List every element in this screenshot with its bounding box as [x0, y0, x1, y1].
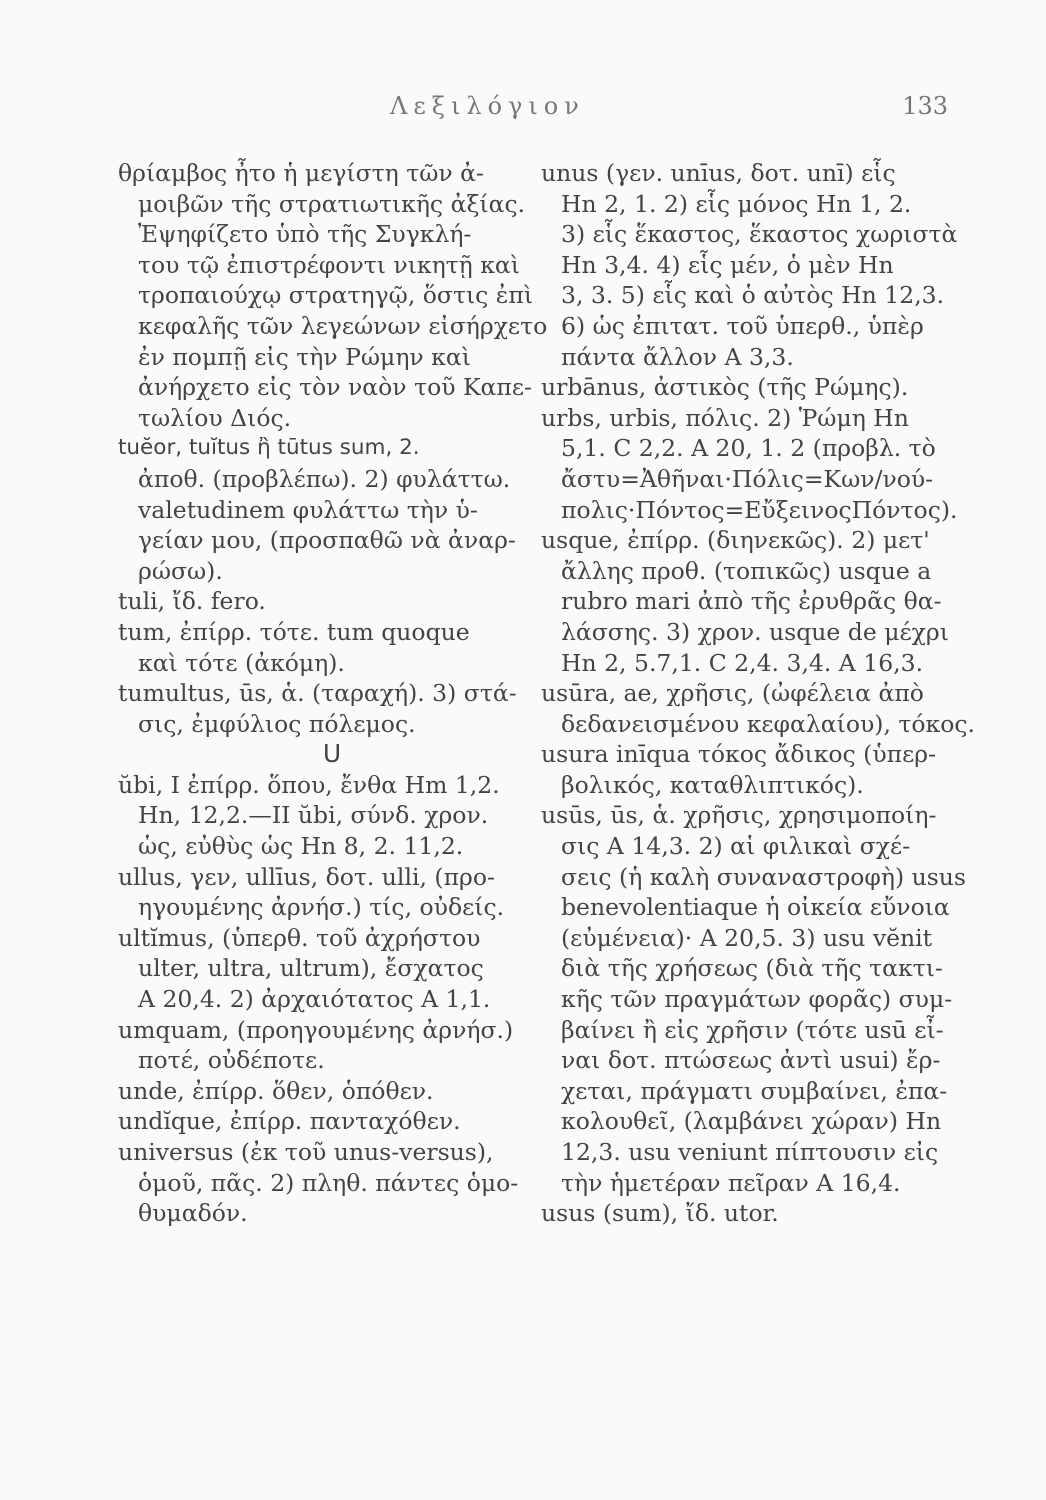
text-line: δεδανεισμένου κεφαλαίου), τόκος. [561, 709, 976, 738]
text-line: 12,3. usu veniunt πίπτουσιν εἰς [561, 1138, 939, 1166]
text-line: ναι δοτ. πτώσεως ἀντὶ usui) ἔρ- [561, 1046, 941, 1075]
entry-headword-line: urbs, urbis, πόλις. 2) Ῥώμη Hn [541, 403, 909, 432]
entry-headword-line: usūra, ae, χρῆσις, (ὠφέλεια ἀπὸ [541, 679, 924, 708]
entry-headword-line: ullus, γεν, ullīus, δοτ. ulli, (προ- [118, 862, 495, 891]
text-line: Hn 2, 5.7,1. C 2,4. 3,4. A 16,3. [561, 648, 924, 677]
text-line: ἄλλης προθ. (τοπικῶς) usque a [561, 556, 932, 585]
text-line: σις A 14,3. 2) αἱ φιλικαὶ σχέ- [561, 832, 911, 861]
text-line: μοιβῶν τῆς στρατιωτικῆς ἀξίας. [138, 189, 526, 218]
text-line: σις, ἐμφύλιος πόλεμος. [138, 709, 416, 738]
text-line: A 20,4. 2) ἀρχαιότατος A 1,1. [138, 985, 491, 1014]
entry-headword-line: ultĭmus, (ὑπερθ. τοῦ ἀχρήστου [118, 923, 481, 952]
entry-headword-line: usque, ἐπίρρ. (διηνεκῶς). 2) μετ' [541, 526, 930, 555]
text-line: ἄστυ=Ἀθῆναι·Πόλις=Κων/νού- [561, 464, 934, 493]
text-line: του τῷ ἐπιστρέφοντι νικητῇ καὶ [138, 250, 521, 279]
text-line: σεις (ἡ καλὴ συναναστροφὴ) usus [561, 862, 966, 891]
text-line: ηγουμένης ἀρνήσ.) τίς, οὐδείς. [138, 893, 505, 922]
entry-headword-line: ŭbi, I ἐπίρρ. ὅπου, ἔνθα Hm 1,2. [118, 770, 500, 799]
text-line: Hn, 12,2.—II ŭbi, σύνδ. χρον. [138, 801, 489, 830]
text-line: ἐν πομπῇ εἰς τὴν Ρώμην καὶ [138, 342, 471, 371]
text-line: ποτέ, οὐδέποτε. [138, 1046, 325, 1075]
entry-headword-line: umquam, (προηγουμένης ἀρνήσ.) [118, 1015, 514, 1044]
text-line: rubro mari ἀπὸ τῆς ἐρυθρᾶς θα- [561, 587, 942, 616]
text-line: valetudinem φυλάττω τὴν ὑ- [138, 495, 478, 524]
text-line: ρώσω). [138, 556, 223, 585]
entry-headword-line: tum, ἐπίρρ. τότε. tum quoque [118, 617, 470, 646]
entry-headword-line: universus (ἐκ τοῦ unus-versus), [118, 1138, 494, 1166]
running-title: Λεξιλόγιον [390, 92, 585, 120]
text-line: 3, 3. 5) εἷς καὶ ὁ αὐτὸς Hn 12,3. [561, 281, 945, 310]
text-line: (εὐμένεια)· A 20,5. 3) usu vĕnit [561, 923, 933, 952]
text-line: κολουθεῖ, (λαμβάνει χώραν) Hn [561, 1107, 942, 1136]
text-line: 3) εἷς ἕκαστος, ἕκαστος χωριστὰ [561, 220, 958, 249]
right-column [541, 158, 976, 1229]
entry-headword-line: unus (γεν. unīus, δοτ. unī) εἷς [541, 159, 896, 187]
text-line: benevolentiaque ἡ οἰκεία εὔνοια [561, 893, 950, 922]
text-line: Hn 2, 1. 2) εἷς μόνος Hn 1, 2. [561, 189, 912, 218]
text-line: θρίαμβος ἦτο ἡ μεγίστη τῶν ἀ- [118, 159, 484, 187]
entry-headword-line: urbānus, ἀστικὸς (τῆς Ρώμης). [541, 373, 909, 402]
section-letter: U [322, 739, 342, 769]
text-line: ὡς, εὐθὺς ὡς Hn 8, 2. 11,2. [138, 832, 464, 861]
text-line: ἀνήρχετο εἰς τὸν ναὸν τοῦ Καπε- [138, 373, 532, 402]
text-line: βολικός, καταθλιπτικός). [561, 770, 864, 799]
text-line: κῆς τῶν πραγμάτων φορᾶς) συμ- [561, 985, 953, 1014]
text-line: 5,1. C 2,2. A 20, 1. 2 (προβλ. τὸ [561, 434, 936, 463]
text-line: ulter, ultra, ultrum), ἔσχατος [138, 954, 484, 983]
text-line: ὁμοῦ, πᾶς. 2) πληθ. πάντες ὁμο- [138, 1168, 519, 1197]
text-line: Hn 3,4. 4) εἷς μέν, ὁ μὲν Hn [561, 250, 894, 279]
text-line: διὰ τῆς χρήσεως (διὰ τῆς τακτι- [561, 954, 943, 983]
text-line: βαίνει ἢ εἰς χρῆσιν (τότε usū εἶ- [561, 1015, 944, 1044]
page-number: 133 [902, 92, 948, 120]
text-line: τωλίου Διός. [138, 403, 292, 432]
text-line: τὴν ἡμετέραν πεῖραν A 16,4. [561, 1168, 901, 1197]
text-line: καὶ τότε (ἀκόμη). [138, 648, 345, 677]
text-line: θυμαδόν. [138, 1199, 248, 1228]
text-line: λάσσης. 3) χρον. usque de μέχρι [561, 617, 949, 646]
entry-headword-line: tuli, ἴδ. fero. [118, 587, 266, 616]
text-line: Ἐψηφίζετο ὑπὸ τῆς Συγκλή- [138, 220, 472, 249]
text-line: πάντα ἄλλον A 3,3. [561, 342, 794, 371]
text-line: 6) ὡς ἐπιτατ. τοῦ ὑπερθ., ὑπὲρ [561, 311, 924, 340]
entry-headword-line: undĭque, ἐπίρρ. πανταχόθεν. [118, 1107, 461, 1136]
page-header [0, 92, 1046, 132]
entry-headword-line: unde, ἐπίρρ. ὅθεν, ὁπόθεν. [118, 1076, 434, 1105]
entry-headword-line: tumultus, ūs, ἁ. (ταραχή). 3) στά- [118, 679, 517, 708]
entry-headword-line: usūs, ūs, ἁ. χρῆσις, χρησιμοποίη- [541, 801, 937, 830]
entry-headword-line: tuĕor, tuĭtus ἢ tūtus sum, 2. [118, 435, 420, 461]
text-line: χεται, πράγματι συμβαίνει, ἐπα- [561, 1076, 948, 1105]
left-column [118, 158, 548, 1229]
text-line: γείαν μου, (προσπαθῶ νὰ ἀναρ- [138, 526, 516, 555]
text-line: κεφαλῆς τῶν λεγεώνων εἰσήρχετο [138, 311, 548, 340]
text-line: πολις·Πόντος=ΕὔξεινοςΠόντος). [561, 495, 958, 524]
entry-headword-line: usura inīqua τόκος ἄδικος (ὑπερ- [541, 740, 937, 769]
text-line: τροπαιούχῳ στρατηγῷ, ὅστις ἐπὶ [138, 281, 534, 310]
entry-headword-line: usus (sum), ἴδ. utor. [541, 1199, 779, 1228]
text-line: ἀποθ. (προβλέπω). 2) φυλάττω. [138, 464, 511, 493]
